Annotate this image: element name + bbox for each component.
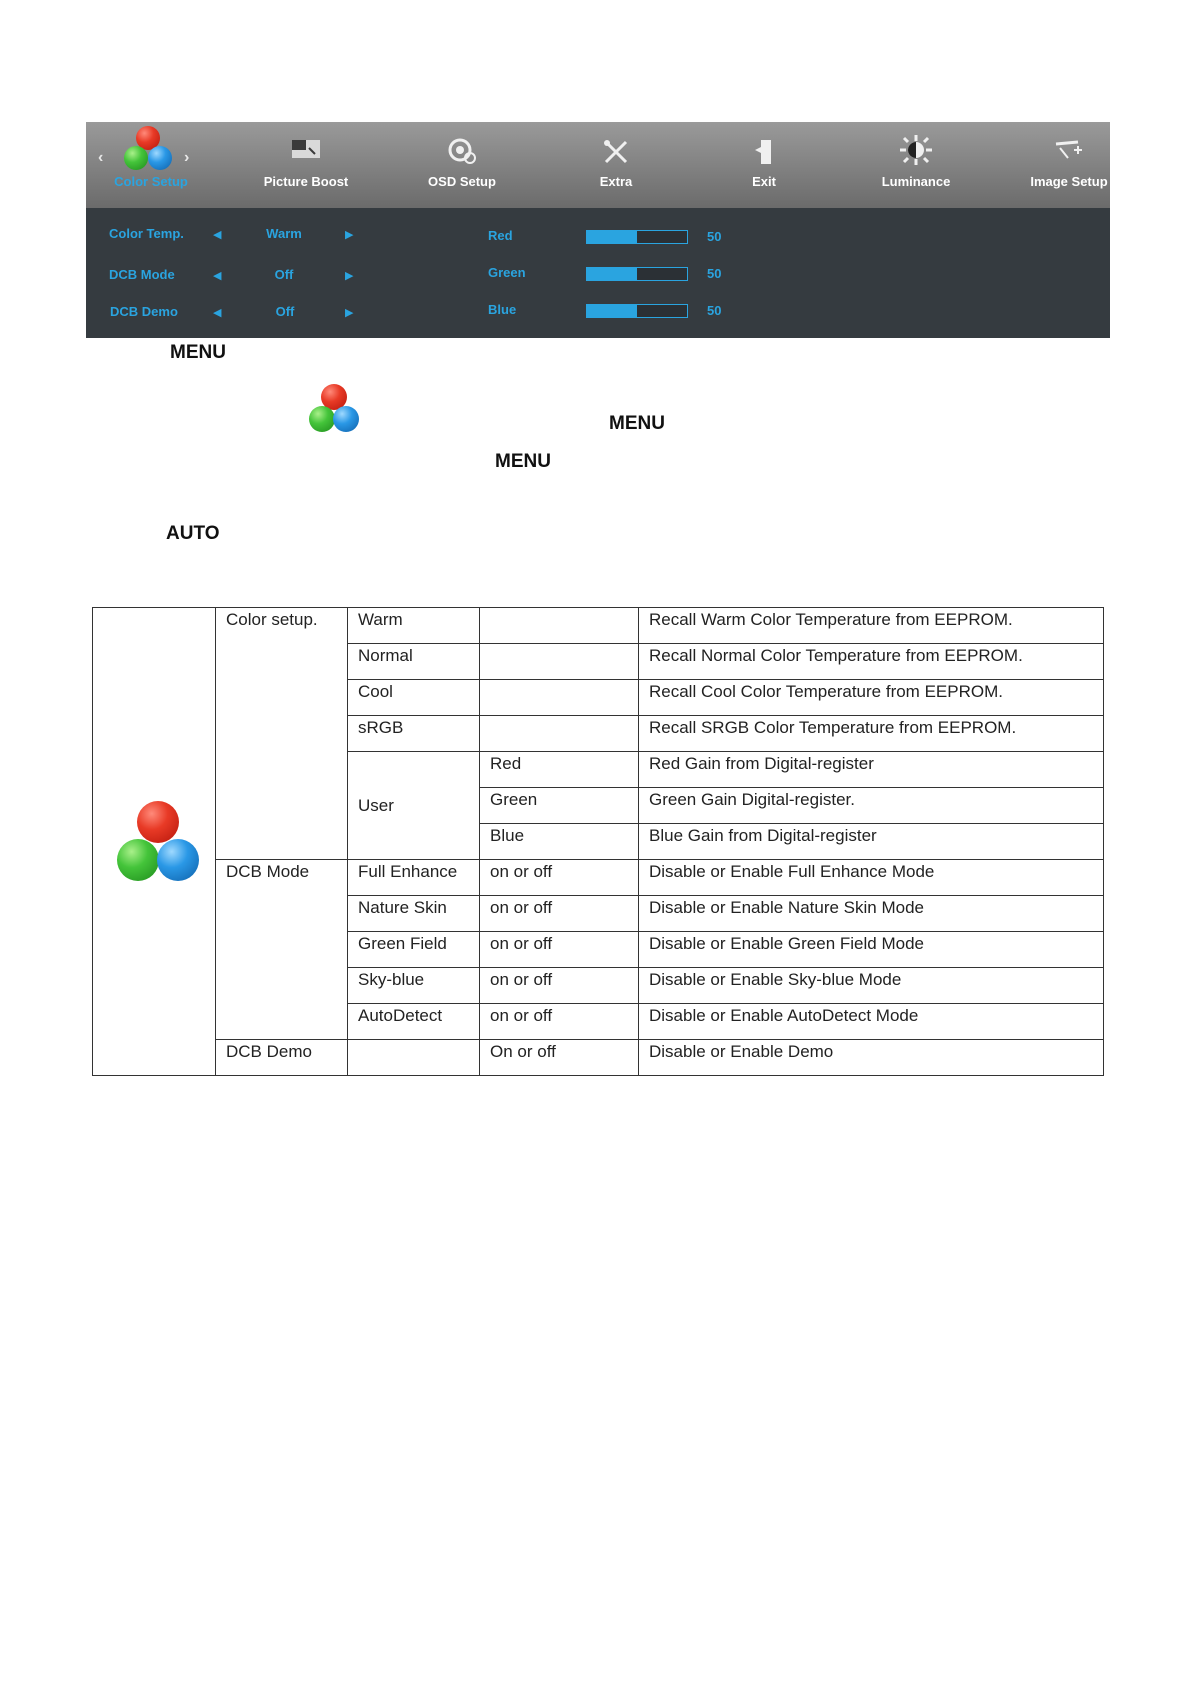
table-row <box>93 860 1104 896</box>
desc-cell: Blue Gain from Digital-register <box>639 824 1104 860</box>
sub-cell: On or off <box>480 1040 639 1076</box>
chevron-right-icon[interactable]: › <box>184 149 190 166</box>
desc-cell: Disable or Enable Demo <box>639 1040 1104 1076</box>
sub-cell: on or off <box>480 896 639 932</box>
channel-label-red: Red <box>488 228 513 243</box>
sub-cell <box>480 644 639 680</box>
item-cell: Normal <box>348 644 480 680</box>
sub-cell: Green <box>480 788 639 824</box>
menu-item-image-setup[interactable] <box>1014 122 1124 208</box>
menu-item-label: Extra <box>599 174 633 189</box>
section-name: DCB Mode <box>216 860 348 1040</box>
setting-value-dcb-demo: Off <box>275 304 295 319</box>
menu-item-label: Color Setup <box>114 174 188 189</box>
desc-cell: Recall Warm Color Temperature from EEPROM. <box>639 608 1104 644</box>
arrow-left-icon[interactable]: ◀ <box>213 229 222 241</box>
desc-cell: Recall Cool Color Temperature from EEPROM. <box>639 680 1104 716</box>
desc-cell: Recall SRGB Color Temperature from EEPROM. <box>639 716 1104 752</box>
blue-gain-slider[interactable] <box>586 304 688 318</box>
channel-label-green: Green <box>488 265 526 280</box>
osd-setup-icon <box>447 138 477 164</box>
arrow-right-icon[interactable]: ▶ <box>345 229 354 241</box>
rgb-balls-icon <box>307 384 361 436</box>
menu-item-color-setup[interactable] <box>104 122 198 208</box>
arrow-left-icon[interactable]: ◀ <box>213 307 222 319</box>
channel-label-blue: Blue <box>488 302 517 317</box>
green-gain-slider[interactable] <box>586 267 688 281</box>
item-cell: Warm <box>348 608 480 644</box>
menu-item-osd-setup[interactable] <box>402 122 522 208</box>
setting-label-dcb-mode: DCB Mode <box>109 267 175 282</box>
table-row <box>93 608 1104 644</box>
sub-cell: on or off <box>480 932 639 968</box>
rgb-balls-icon <box>122 126 174 172</box>
sub-cell: Blue <box>480 824 639 860</box>
sub-cell: on or off <box>480 1004 639 1040</box>
image-setup-icon <box>1054 138 1084 162</box>
sub-cell: on or off <box>480 968 639 1004</box>
menu-keyword: MENU <box>495 451 551 472</box>
blue-gain-fill <box>587 305 637 317</box>
setting-value-color-temp: Warm <box>266 226 302 241</box>
item-cell: Sky-blue <box>348 968 480 1004</box>
desc-cell: Disable or Enable Green Field Mode <box>639 932 1104 968</box>
red-gain-slider[interactable] <box>586 230 688 244</box>
sub-cell <box>480 608 639 644</box>
menu-keyword: MENU <box>609 413 665 434</box>
menu-item-label: Image Setup <box>1030 174 1108 189</box>
arrow-left-icon[interactable]: ◀ <box>213 270 222 282</box>
section-name: DCB Demo <box>216 1040 348 1076</box>
green-gain-fill <box>587 268 637 280</box>
item-cell: Cool <box>348 680 480 716</box>
arrow-right-icon[interactable]: ▶ <box>345 307 354 319</box>
section-name: Color setup. <box>216 608 348 860</box>
setting-value-dcb-mode: Off <box>274 267 294 282</box>
item-cell <box>348 1040 480 1076</box>
menu-item-label: OSD Setup <box>428 174 496 189</box>
desc-cell: Recall Normal Color Temperature from EEPROM. <box>639 644 1104 680</box>
desc-cell: Disable or Enable Full Enhance Mode <box>639 860 1104 896</box>
item-cell: Full Enhance <box>348 860 480 896</box>
sub-cell: on or off <box>480 860 639 896</box>
blue-gain-value: 50 <box>707 303 722 318</box>
item-cell: Green Field <box>348 932 480 968</box>
menu-item-label: Picture Boost <box>263 174 349 189</box>
menu-item-luminance[interactable] <box>856 122 976 208</box>
menu-keyword: MENU <box>170 342 226 363</box>
item-cell: User <box>348 752 480 860</box>
picture-boost-icon <box>291 138 321 160</box>
red-gain-fill <box>587 231 637 243</box>
auto-keyword: AUTO <box>166 523 220 544</box>
setting-label-dcb-demo: DCB Demo <box>110 304 178 319</box>
desc-cell: Disable or Enable Nature Skin Mode <box>639 896 1104 932</box>
item-cell: Nature Skin <box>348 896 480 932</box>
sub-cell <box>480 716 639 752</box>
menu-item-picture-boost[interactable] <box>246 122 366 208</box>
desc-cell: Disable or Enable Sky-blue Mode <box>639 968 1104 1004</box>
sub-cell <box>480 680 639 716</box>
table-row <box>93 1040 1104 1076</box>
osd-menu-bar <box>86 122 1110 208</box>
menu-item-label: Luminance <box>881 174 951 189</box>
red-gain-value: 50 <box>707 229 722 244</box>
luminance-icon <box>899 134 933 166</box>
osd-settings-area <box>86 208 1110 338</box>
osd-panel <box>86 122 1110 338</box>
rgb-balls-icon <box>115 801 201 883</box>
green-gain-value: 50 <box>707 266 722 281</box>
desc-cell: Disable or Enable AutoDetect Mode <box>639 1004 1104 1040</box>
desc-cell: Red Gain from Digital-register <box>639 752 1104 788</box>
menu-item-exit[interactable] <box>704 122 824 208</box>
setting-label-color-temp: Color Temp. <box>109 226 184 241</box>
chevron-left-icon[interactable]: ‹ <box>98 149 104 166</box>
table-icon-cell <box>93 608 216 1076</box>
color-setup-table <box>92 607 1104 1076</box>
extra-icon <box>602 138 630 164</box>
menu-item-extra[interactable] <box>556 122 676 208</box>
exit-icon <box>751 138 777 166</box>
arrow-right-icon[interactable]: ▶ <box>345 270 354 282</box>
sub-cell: Red <box>480 752 639 788</box>
desc-cell: Green Gain Digital-register. <box>639 788 1104 824</box>
item-cell: sRGB <box>348 716 480 752</box>
menu-item-label: Exit <box>752 174 776 189</box>
item-cell: AutoDetect <box>348 1004 480 1040</box>
